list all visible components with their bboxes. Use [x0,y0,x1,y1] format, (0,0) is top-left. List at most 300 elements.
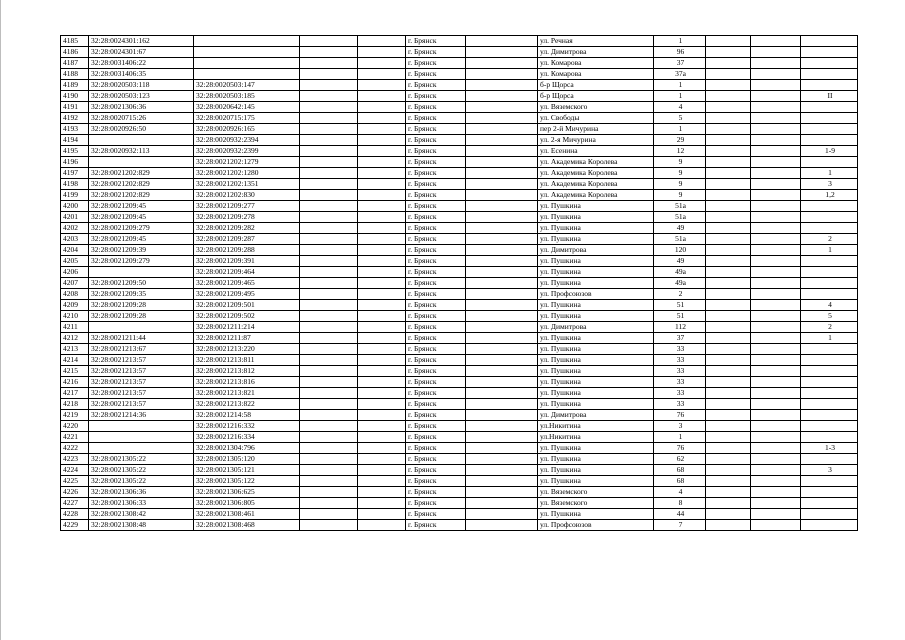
cadastral-number-land: 32:28:0021209:45 [89,234,194,245]
empty-cell [300,465,358,476]
city-cell: г. Брянск [406,157,466,168]
empty-cell [358,91,406,102]
apartment-cell: 2 [801,322,858,333]
street-cell: ул. Пушкина [538,399,654,410]
empty-cell [300,179,358,190]
empty-cell [751,388,801,399]
table-row [61,388,858,399]
empty-cell [358,179,406,190]
table-row [61,377,858,388]
empty-cell [751,443,801,454]
street-cell: ул.Никитина [538,421,654,432]
row-number: 4224 [61,465,89,476]
empty-cell [706,289,751,300]
apartment-cell [801,388,858,399]
table-row [61,498,858,509]
table-row [61,443,858,454]
empty-cell [300,102,358,113]
house-number-cell: 9 [654,190,706,201]
empty-cell [751,36,801,47]
cadastral-number-land: 32:28:0021213:57 [89,399,194,410]
row-number: 4222 [61,443,89,454]
city-cell: г. Брянск [406,344,466,355]
empty-cell [300,333,358,344]
table-row [61,212,858,223]
empty-cell [751,520,801,531]
empty-cell [466,58,538,69]
city-cell: г. Брянск [406,135,466,146]
street-cell: ул. Академика Королева [538,179,654,190]
cadastral-number-land: 32:28:0021306:36 [89,102,194,113]
apartment-cell [801,80,858,91]
empty-cell [706,487,751,498]
row-number: 4229 [61,520,89,531]
row-number: 4187 [61,58,89,69]
cadastral-number-land: 32:28:0021214:36 [89,410,194,421]
house-number-cell: 2 [654,289,706,300]
table-row [61,454,858,465]
city-cell: г. Брянск [406,223,466,234]
cadastral-number-land: 32:28:0021213:67 [89,344,194,355]
empty-cell [358,212,406,223]
empty-cell [751,278,801,289]
cadastral-number-land: 32:28:0021213:57 [89,388,194,399]
cadastral-number-land: 32:28:0020932:113 [89,146,194,157]
house-number-cell: 7 [654,520,706,531]
cadastral-number-building: 32:28:0020926:165 [194,124,300,135]
empty-cell [300,399,358,410]
empty-cell [358,432,406,443]
cadastral-number-land: 32:28:0021202:829 [89,179,194,190]
cadastral-number-land: 32:28:0021209:28 [89,300,194,311]
street-cell: ул. Профсоюзов [538,289,654,300]
empty-cell [751,454,801,465]
apartment-cell [801,498,858,509]
house-number-cell: 9 [654,157,706,168]
empty-cell [706,476,751,487]
cadastral-number-land: 32:28:0021209:39 [89,245,194,256]
empty-cell [706,135,751,146]
apartment-cell: 1-9 [801,146,858,157]
house-number-cell: 1 [654,36,706,47]
street-cell: ул. Пушкина [538,344,654,355]
street-cell: ул. Пушкина [538,454,654,465]
cadastral-number-building: 32:28:0021214:58 [194,410,300,421]
cadastral-number-building: 32:28:0021211:87 [194,333,300,344]
cadastral-number-land: 32:28:0021308:42 [89,509,194,520]
street-cell: ул. Пушкина [538,256,654,267]
street-cell: ул. Комарова [538,58,654,69]
street-cell: ул. Пушкина [538,465,654,476]
apartment-cell [801,520,858,531]
cadastral-number-building: 32:28:0021211:214 [194,322,300,333]
empty-cell [706,322,751,333]
empty-cell [300,113,358,124]
empty-cell [358,421,406,432]
empty-cell [706,157,751,168]
cadastral-number-building: 32:28:0021216:334 [194,432,300,443]
empty-cell [706,344,751,355]
row-number: 4185 [61,36,89,47]
cadastral-number-building: 32:28:0021305:120 [194,454,300,465]
cadastral-number-building: 32:28:0021209:391 [194,256,300,267]
empty-cell [706,366,751,377]
empty-cell [751,509,801,520]
row-number: 4188 [61,69,89,80]
house-number-cell: 51а [654,234,706,245]
empty-cell [300,190,358,201]
house-number-cell: 9 [654,179,706,190]
city-cell: г. Брянск [406,190,466,201]
empty-cell [466,289,538,300]
row-number: 4201 [61,212,89,223]
empty-cell [300,410,358,421]
empty-cell [751,377,801,388]
empty-cell [358,80,406,91]
empty-cell [466,388,538,399]
street-cell: ул. Свободы [538,113,654,124]
apartment-cell [801,201,858,212]
empty-cell [300,487,358,498]
cadastral-number-land: 32:28:0020503:118 [89,80,194,91]
empty-cell [300,278,358,289]
house-number-cell: 12 [654,146,706,157]
empty-cell [751,102,801,113]
city-cell: г. Брянск [406,377,466,388]
row-number: 4221 [61,432,89,443]
house-number-cell: 51а [654,212,706,223]
house-number-cell: 1 [654,124,706,135]
empty-cell [466,36,538,47]
house-number-cell: 37 [654,58,706,69]
empty-cell [751,179,801,190]
apartment-cell [801,355,858,366]
empty-cell [358,36,406,47]
table-body [61,36,858,531]
empty-cell [358,267,406,278]
street-cell: ул. Академика Королева [538,168,654,179]
apartment-cell: 5 [801,311,858,322]
cadastral-number-building: 32:28:0021305:121 [194,465,300,476]
street-cell: ул. Димитрова [538,47,654,58]
house-number-cell: 62 [654,454,706,465]
empty-cell [706,245,751,256]
empty-cell [706,432,751,443]
house-number-cell: 37 [654,333,706,344]
empty-cell [466,69,538,80]
cadastral-number-land: 32:28:0021308:48 [89,520,194,531]
city-cell: г. Брянск [406,113,466,124]
apartment-cell [801,124,858,135]
apartment-cell: 1 [801,245,858,256]
street-cell: ул. Пушкина [538,201,654,212]
property-register-table [60,35,858,531]
table-row [61,487,858,498]
city-cell: г. Брянск [406,179,466,190]
cadastral-number-land: 32:28:0021213:57 [89,366,194,377]
empty-cell [300,168,358,179]
empty-cell [751,157,801,168]
empty-cell [466,366,538,377]
empty-cell [358,377,406,388]
empty-cell [358,520,406,531]
empty-cell [358,256,406,267]
cadastral-number-land: 32:28:0021209:279 [89,223,194,234]
city-cell: г. Брянск [406,366,466,377]
city-cell: г. Брянск [406,465,466,476]
empty-cell [706,509,751,520]
empty-cell [300,201,358,212]
cadastral-number-land: 32:28:0021209:50 [89,278,194,289]
empty-cell [466,245,538,256]
street-cell: ул. Пушкина [538,366,654,377]
empty-cell [706,234,751,245]
empty-cell [706,80,751,91]
empty-cell [751,432,801,443]
empty-cell [706,454,751,465]
empty-cell [706,520,751,531]
row-number: 4210 [61,311,89,322]
city-cell: г. Брянск [406,476,466,487]
street-cell: ул. Пушкина [538,333,654,344]
cadastral-number-building: 32:28:0021209:278 [194,212,300,223]
empty-cell [751,168,801,179]
row-number: 4215 [61,366,89,377]
cadastral-number-building: 32:28:0021209:288 [194,245,300,256]
house-number-cell: 51 [654,311,706,322]
table-row [61,245,858,256]
cadastral-number-land: 32:28:0031406:35 [89,69,194,80]
apartment-cell [801,58,858,69]
cadastral-number-building: 32:28:0021202:830 [194,190,300,201]
street-cell: ул. Пушкина [538,278,654,289]
empty-cell [466,399,538,410]
row-number: 4212 [61,333,89,344]
table-row [61,223,858,234]
empty-cell [751,91,801,102]
street-cell: ул. Есенина [538,146,654,157]
street-cell: ул. Пушкина [538,476,654,487]
cadastral-number-land: 32:28:0021305:22 [89,465,194,476]
cadastral-number-building: 32:28:0021209:464 [194,267,300,278]
table-row [61,333,858,344]
row-number: 4217 [61,388,89,399]
apartment-cell [801,47,858,58]
cadastral-number-building [194,36,300,47]
city-cell: г. Брянск [406,124,466,135]
empty-cell [358,454,406,465]
house-number-cell: 44 [654,509,706,520]
street-cell: ул. Пушкина [538,311,654,322]
cadastral-number-land: 32:28:0021209:35 [89,289,194,300]
empty-cell [300,58,358,69]
street-cell: ул. 2-я Мичурина [538,135,654,146]
table-row [61,399,858,410]
empty-cell [751,223,801,234]
cadastral-number-building: 32:28:0021213:821 [194,388,300,399]
empty-cell [706,465,751,476]
empty-cell [358,410,406,421]
apartment-cell [801,212,858,223]
table-row [61,256,858,267]
row-number: 4205 [61,256,89,267]
cadastral-number-building: 32:28:0020715:175 [194,113,300,124]
empty-cell [358,344,406,355]
city-cell: г. Брянск [406,289,466,300]
row-number: 4226 [61,487,89,498]
apartment-cell: 3 [801,179,858,190]
house-number-cell: 1 [654,91,706,102]
table-row [61,80,858,91]
street-cell: ул. Вяземского [538,498,654,509]
cadastral-number-land: 32:28:0021209:45 [89,201,194,212]
street-cell: ул. Пушкина [538,267,654,278]
empty-cell [466,443,538,454]
empty-cell [300,69,358,80]
street-cell: ул. Пушкина [538,388,654,399]
cadastral-number-land: 32:28:0021202:829 [89,190,194,201]
cadastral-number-building: 32:28:0021306:805 [194,498,300,509]
table-row [61,421,858,432]
house-number-cell: 37а [654,69,706,80]
empty-cell [466,234,538,245]
empty-cell [706,146,751,157]
empty-cell [358,124,406,135]
empty-cell [358,487,406,498]
cadastral-number-land: 32:28:0021213:57 [89,355,194,366]
empty-cell [358,135,406,146]
empty-cell [466,267,538,278]
empty-cell [466,421,538,432]
empty-cell [466,168,538,179]
cadastral-number-building: 32:28:0021213:220 [194,344,300,355]
empty-cell [358,168,406,179]
empty-cell [466,91,538,102]
cadastral-number-building: 32:28:0021213:812 [194,366,300,377]
empty-cell [300,36,358,47]
cadastral-number-building: 32:28:0021209:277 [194,201,300,212]
empty-cell [358,399,406,410]
empty-cell [751,58,801,69]
cadastral-number-land: 32:28:0021306:36 [89,487,194,498]
house-number-cell: 33 [654,377,706,388]
house-number-cell: 1 [654,432,706,443]
cadastral-number-building: 32:28:0021209:501 [194,300,300,311]
row-number: 4197 [61,168,89,179]
empty-cell [466,344,538,355]
cadastral-number-building: 32:28:0020932:2399 [194,146,300,157]
empty-cell [466,509,538,520]
apartment-cell: 1 [801,333,858,344]
cadastral-number-land: 32:28:0021305:22 [89,476,194,487]
apartment-cell [801,267,858,278]
empty-cell [751,476,801,487]
house-number-cell: 96 [654,47,706,58]
empty-cell [358,113,406,124]
empty-cell [706,124,751,135]
city-cell: г. Брянск [406,388,466,399]
row-number: 4190 [61,91,89,102]
empty-cell [466,465,538,476]
empty-cell [300,388,358,399]
row-number: 4208 [61,289,89,300]
city-cell: г. Брянск [406,443,466,454]
apartment-cell [801,157,858,168]
city-cell: г. Брянск [406,300,466,311]
empty-cell [751,256,801,267]
table-row [61,91,858,102]
table-row [61,47,858,58]
table-row [61,190,858,201]
cadastral-number-land: 32:28:0024301:162 [89,36,194,47]
cadastral-number-building: 32:28:0021209:282 [194,223,300,234]
row-number: 4209 [61,300,89,311]
street-cell: ул. Пушкина [538,212,654,223]
table-row [61,520,858,531]
city-cell: г. Брянск [406,509,466,520]
apartment-cell: 1 [801,168,858,179]
empty-cell [466,256,538,267]
apartment-cell: II [801,91,858,102]
empty-cell [706,278,751,289]
row-number: 4195 [61,146,89,157]
cadastral-number-land [89,443,194,454]
empty-cell [358,465,406,476]
empty-cell [751,399,801,410]
city-cell: г. Брянск [406,322,466,333]
empty-cell [466,476,538,487]
empty-cell [751,487,801,498]
empty-cell [706,443,751,454]
empty-cell [466,300,538,311]
house-number-cell: 49а [654,267,706,278]
apartment-cell [801,278,858,289]
street-cell: ул. Пушкина [538,234,654,245]
empty-cell [300,47,358,58]
apartment-cell [801,113,858,124]
street-cell: б-р Щорса [538,80,654,91]
cadastral-number-building: 32:28:0021304:796 [194,443,300,454]
empty-cell [358,47,406,58]
city-cell: г. Брянск [406,454,466,465]
apartment-cell [801,454,858,465]
cadastral-number-building: 32:28:0021216:332 [194,421,300,432]
empty-cell [300,355,358,366]
empty-cell [706,355,751,366]
cadastral-number-building: 32:28:0021213:811 [194,355,300,366]
empty-cell [466,520,538,531]
cadastral-number-land: 32:28:0020715:26 [89,113,194,124]
empty-cell [706,311,751,322]
empty-cell [706,223,751,234]
cadastral-number-land [89,267,194,278]
empty-cell [466,410,538,421]
apartment-cell [801,256,858,267]
street-cell: ул. Димитрова [538,410,654,421]
apartment-cell: 2 [801,234,858,245]
apartment-cell [801,36,858,47]
empty-cell [358,498,406,509]
empty-cell [751,234,801,245]
table-row [61,476,858,487]
cadastral-number-land: 32:28:0020503:123 [89,91,194,102]
empty-cell [300,377,358,388]
empty-cell [300,146,358,157]
row-number: 4186 [61,47,89,58]
empty-cell [751,344,801,355]
empty-cell [466,278,538,289]
empty-cell [751,333,801,344]
